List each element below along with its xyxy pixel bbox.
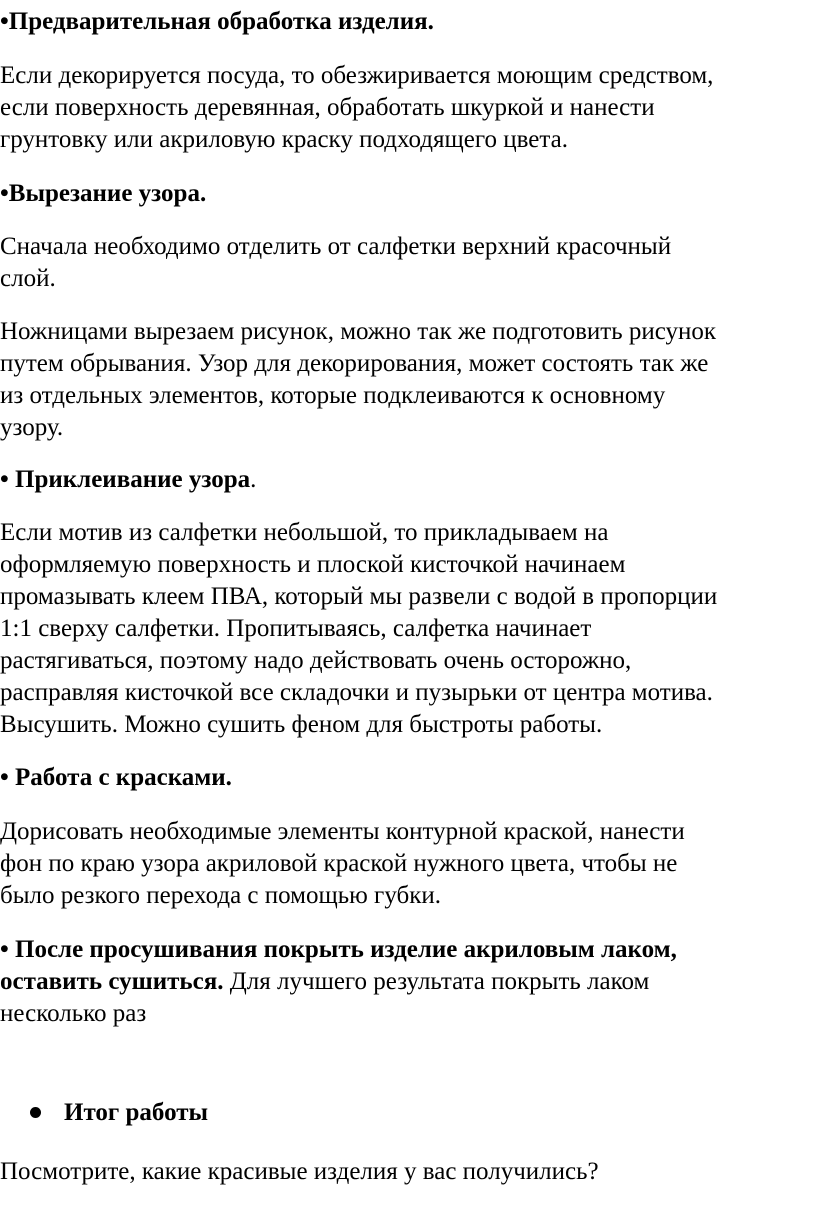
heading-text: Работа с красками. bbox=[15, 764, 232, 791]
paragraph-line: 1:1 сверху салфетки. Пропитываясь, салфетка начинает bbox=[0, 615, 592, 642]
paragraph-line: оформляемую поверхность и плоской кисточкой начинаем bbox=[0, 551, 626, 578]
section-heading bbox=[0, 934, 677, 966]
paragraph-line bbox=[0, 966, 649, 998]
paragraph-text: Для лучшего результата покрыть лаком bbox=[223, 968, 650, 995]
paragraph-line: Ножницами вырезаем рисунок, можно так же подготовить рисунок bbox=[0, 318, 717, 345]
paragraph-line: растягиваться, поэтому надо действовать очень осторожно, bbox=[0, 647, 632, 674]
paragraph-line: узору. bbox=[0, 414, 64, 441]
bullet-icon bbox=[30, 1107, 41, 1118]
paragraph-line: путем обрывания. Узор для декорирования, может состоять так же bbox=[0, 350, 709, 377]
bullet-icon: • bbox=[0, 466, 9, 493]
bullet-icon: • bbox=[0, 180, 9, 207]
paragraph-line: Посмотрите, какие красивые изделия у вас получились? bbox=[0, 1158, 599, 1185]
heading-text: Приклеивание узора bbox=[15, 466, 251, 493]
heading-text: Вырезание узора. bbox=[8, 180, 207, 207]
heading-text: оставить сушиться. bbox=[0, 968, 224, 995]
paragraph-line: было резкого перехода с помощью губки. bbox=[0, 882, 441, 909]
section-heading bbox=[0, 178, 206, 210]
paragraph-line: Сначала необходимо отделить от салфетки верхний красочный bbox=[0, 233, 672, 260]
paragraph-line: Если декорируется посуда, то обезжиривается моющим средством, bbox=[0, 62, 714, 89]
heading-suffix: . bbox=[250, 466, 257, 493]
paragraph-line: Высушить. Можно сушить феном для быстроты работы. bbox=[0, 711, 603, 738]
heading-text: После просушивания покрыть изделие акриловым лаком, bbox=[15, 936, 677, 963]
section-heading bbox=[0, 6, 434, 38]
paragraph-line: слой. bbox=[0, 265, 56, 292]
paragraph-line: расправляя кисточкой все складочки и пузырьки от центра мотива. bbox=[0, 679, 713, 706]
paragraph-line: если поверхность деревянная, обработать шкуркой и нанести bbox=[0, 94, 655, 121]
paragraph-line: Дорисовать необходимые элементы контурной краской, нанести bbox=[0, 818, 685, 845]
paragraph-line: из отдельных элементов, которые подклеиваются к основному bbox=[0, 382, 666, 409]
section-heading bbox=[0, 762, 232, 794]
bullet-icon: • bbox=[0, 936, 9, 963]
bullet-icon: • bbox=[0, 8, 9, 35]
paragraph-line: Если мотив из салфетки небольшой, то прикладываем на bbox=[0, 519, 609, 546]
paragraph-line: фон по краю узора акриловой краской нужного цвета, чтобы не bbox=[0, 850, 678, 877]
section-heading: Итог работы bbox=[64, 1099, 209, 1126]
heading-text: Предварительная обработка изделия. bbox=[8, 8, 434, 35]
bullet-icon: • bbox=[0, 764, 9, 791]
paragraph-line: промазывать клеем ПВА, который мы развели с водой в пропорции bbox=[0, 583, 718, 610]
section-heading bbox=[0, 464, 256, 496]
paragraph-line: несколько раз bbox=[0, 1000, 147, 1027]
paragraph-line: грунтовку или акриловую краску подходящего цвета. bbox=[0, 126, 568, 153]
